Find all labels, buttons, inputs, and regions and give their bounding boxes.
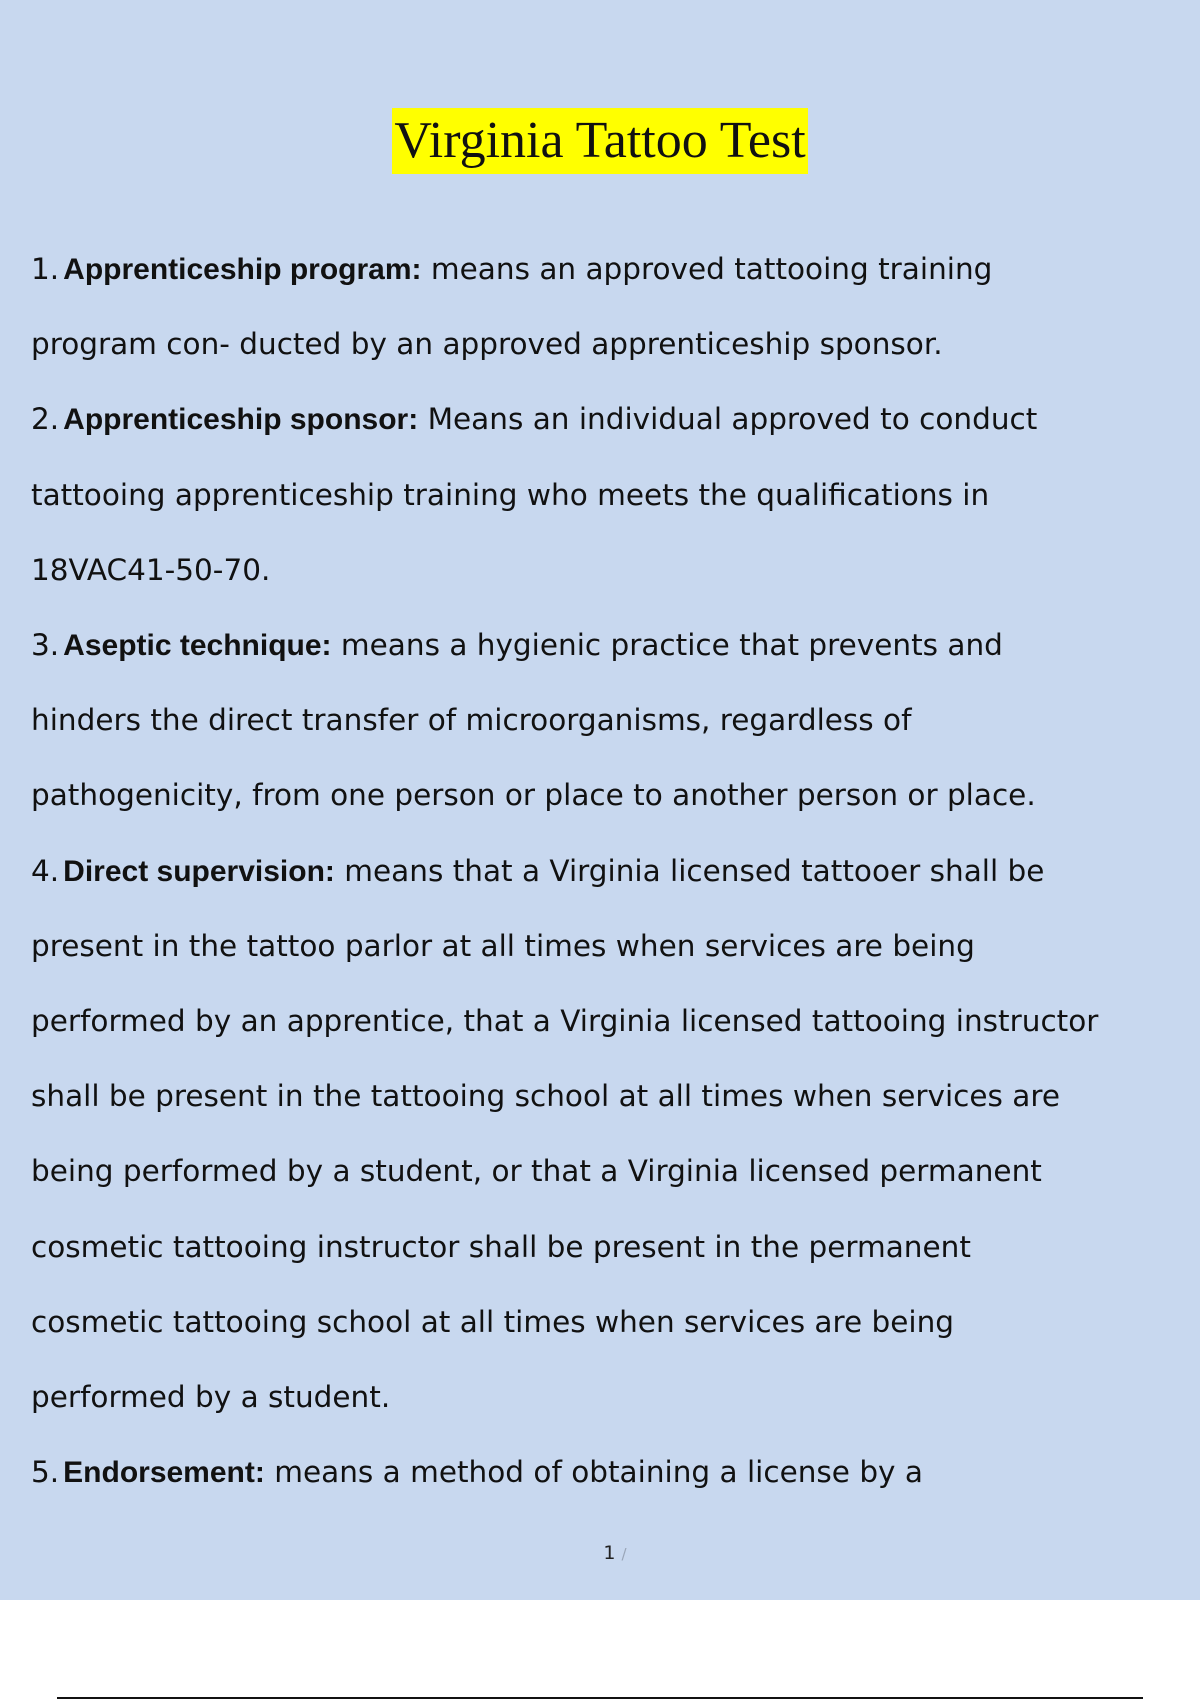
definition-line: being performed by a student, or that a Virginia licensed permanent [31, 1154, 1042, 1189]
page-number [0, 1542, 1200, 1564]
definition-text: means that a Virginia licensed tattooer shall be [334, 853, 1045, 888]
definition-number: 5. [31, 1455, 60, 1490]
definition-line: shall be present in the tattooing school at all times when services are [31, 1079, 1060, 1114]
definition-line: performed by an apprentice, that a Virginia licensed tattooing instructor [31, 1004, 1099, 1039]
definition-number: 4. [31, 853, 60, 888]
definition-item [31, 1435, 1200, 1510]
page-number-suffix: / [621, 1545, 627, 1563]
definition-number: 2. [31, 402, 60, 437]
definition-text: means a hygienic practice that prevents and [331, 628, 1003, 663]
definition-item [31, 382, 1200, 457]
definition-line: program con- ducted by an approved apprenticeship sponsor. [31, 327, 943, 362]
definition-term: Apprenticeship program: [63, 253, 422, 286]
definition-term: Endorsement: [63, 1456, 265, 1490]
definition-item [31, 834, 1200, 909]
definition-text: means a method of obtaining a license by a [264, 1455, 923, 1490]
page-number-value: 1 [603, 1542, 616, 1564]
definition-line: cosmetic tattooing school at all times when services are being [31, 1304, 955, 1339]
definition-line: tattooing apprenticeship training who meets the qualifications in [31, 477, 990, 512]
definition-item [31, 232, 1200, 307]
definition-number: 3. [31, 628, 60, 663]
definition-term: Apprenticeship sponsor: [63, 403, 419, 437]
definition-term: Aseptic technique: [63, 629, 332, 663]
definition-term: Direct supervision: [63, 854, 335, 888]
title-wrap [0, 108, 1200, 174]
definition-line: 18VAC41-50-70. [31, 552, 271, 587]
definition-line: performed by a student. [31, 1380, 391, 1415]
definition-text: means an approved tattooing training [421, 252, 993, 286]
footer-divider [57, 1697, 1143, 1699]
definition-item [31, 608, 1200, 683]
document-title: Virginia Tattoo Test [392, 108, 807, 174]
definition-text: Means an individual approved to conduct [418, 402, 1038, 437]
definition-line: pathogenicity, from one person or place to another person or place. [31, 778, 1036, 813]
definitions-list [31, 232, 1200, 1510]
definition-line: present in the tattoo parlor at all times when services are being [31, 928, 975, 963]
definition-line: hinders the direct transfer of microorganisms, regardless of [31, 703, 912, 738]
definition-line: cosmetic tattooing instructor shall be present in the permanent [31, 1229, 971, 1264]
definition-number: 1. [31, 252, 60, 286]
